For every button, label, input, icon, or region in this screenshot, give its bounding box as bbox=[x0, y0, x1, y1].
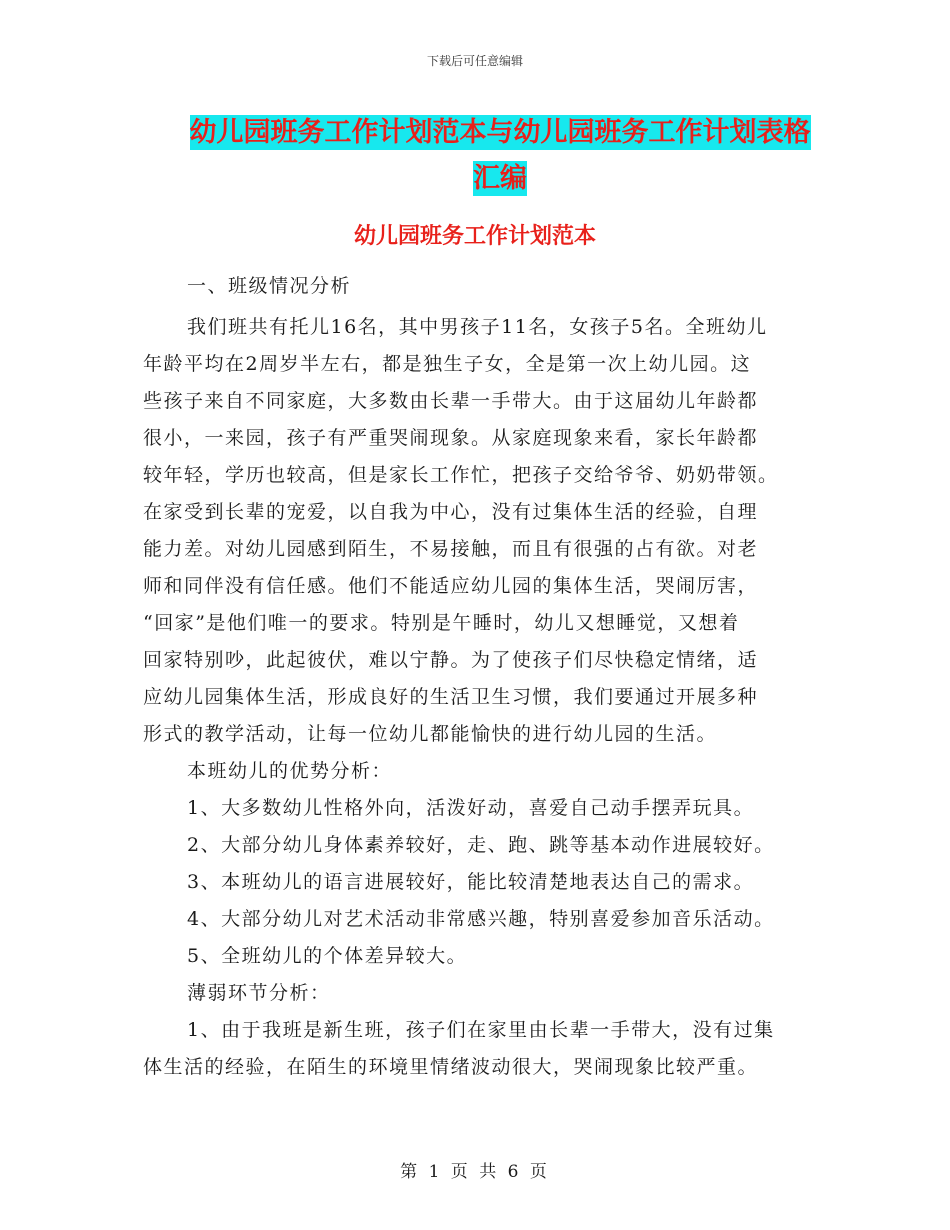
paragraph-line: 能力差。对幼儿园感到陌生，不易接触，而且有很强的占有欲。对老 bbox=[143, 538, 759, 560]
list-item: 2、大部分幼儿身体素养较好，走、跑、跳等基本动作进展较好。 bbox=[187, 834, 775, 856]
list-item: 4、大部分幼儿对艺术活动非常感兴趣，特别喜爱参加音乐活动。 bbox=[187, 908, 775, 930]
paragraph-line: 较年轻，学历也较高，但是家长工作忙，把孩子交给爷爷、奶奶带领。 bbox=[143, 464, 779, 486]
paragraph-line: 师和同伴没有信任感。他们不能适应幼儿园的集体生活，哭闹厉害， bbox=[143, 575, 759, 597]
document-title bbox=[140, 110, 860, 202]
list-item: 3、本班幼儿的语言进展较好，能比较清楚地表达自己的需求。 bbox=[187, 871, 755, 893]
advantages-list bbox=[143, 790, 809, 975]
subheading-class-analysis: 一、班级情况分析 bbox=[187, 275, 352, 297]
paragraph-line: 我们班共有托儿16名，其中男孩子11名，女孩子5名。全班幼儿 bbox=[187, 316, 768, 338]
advantages-heading: 本班幼儿的优势分析： bbox=[187, 760, 393, 782]
weakness-heading: 薄弱环节分析： bbox=[187, 982, 331, 1004]
paragraph-line: 体生活的经验，在陌生的环境里情绪波动很大，哭闹现象比较严重。 bbox=[143, 1056, 759, 1078]
paragraph-line: 在家受到长辈的宠爱，以自我为中心，没有过集体生活的经验，自理 bbox=[143, 501, 759, 523]
document-title-line-1: 幼儿园班务工作计划范本与幼儿园班务工作计划表格 bbox=[189, 117, 811, 148]
list-item: 1、大多数幼儿性格外向，活泼好动，喜爱自己动手摆弄玩具。 bbox=[187, 797, 755, 819]
paragraph-class-situation bbox=[143, 309, 809, 753]
document-title-line-2: 汇编 bbox=[473, 163, 527, 194]
paragraph-line: “回家”是他们唯一的要求。特别是午睡时，幼儿又想睡觉，又想着 bbox=[143, 612, 740, 634]
document-body bbox=[143, 268, 809, 1086]
page-footer: 第 1 页 共 6 页 bbox=[400, 1162, 550, 1182]
list-item: 5、全班幼儿的个体差异较大。 bbox=[187, 945, 468, 967]
paragraph-line: 应幼儿园集体生活，形成良好的生活卫生习惯，我们要通过开展多种 bbox=[143, 686, 759, 708]
paragraph-line: 些孩子来自不同家庭，大多数由长辈一手带大。由于这届幼儿年龄都 bbox=[143, 390, 759, 412]
section-title: 幼儿园班务工作计划范本 bbox=[353, 224, 596, 249]
header-note: 下载后可任意编辑 bbox=[426, 54, 523, 68]
paragraph-weakness bbox=[143, 1012, 809, 1086]
paragraph-line: 年龄平均在2周岁半左右，都是独生子女，全是第一次上幼儿园。这 bbox=[143, 353, 752, 375]
paragraph-line: 1、由于我班是新生班，孩子们在家里由长辈一手带大，没有过集 bbox=[187, 1019, 775, 1041]
paragraph-line: 很小，一来园，孩子有严重哭闹现象。从家庭现象来看，家长年龄都 bbox=[143, 427, 759, 449]
paragraph-line: 回家特别吵，此起彼伏，难以宁静。为了使孩子们尽快稳定情绪，适 bbox=[143, 649, 759, 671]
paragraph-line: 形式的教学活动，让每一位幼儿都能愉快的进行幼儿园的生活。 bbox=[143, 723, 718, 745]
